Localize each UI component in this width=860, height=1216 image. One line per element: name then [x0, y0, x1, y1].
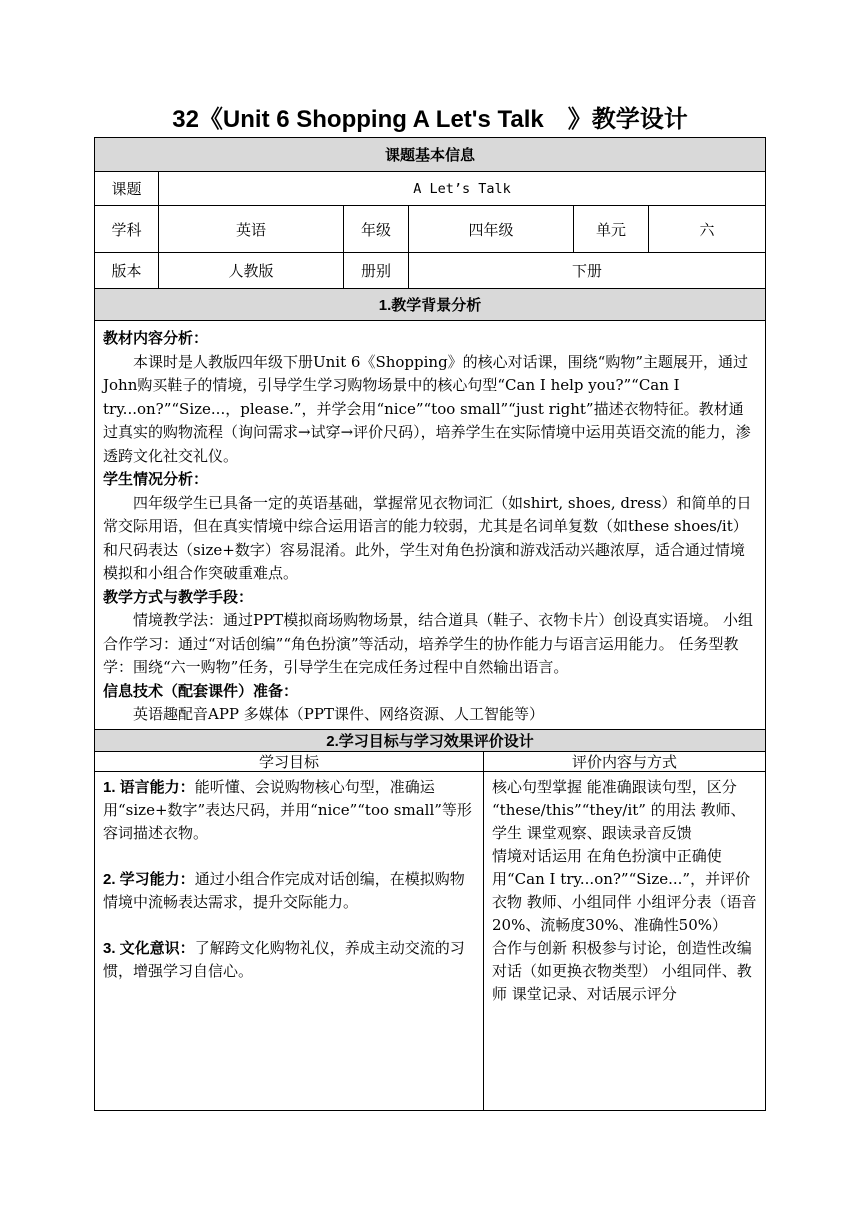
tech-text: 英语趣配音APP 多媒体（PPT课件、网络资源、人工智能等）: [133, 705, 544, 723]
basic-info-header: [95, 138, 765, 172]
student-heading: 学生情况分析：: [103, 471, 209, 488]
edition-row: [95, 253, 765, 289]
goals-col-right: 评价内容与方式: [571, 753, 677, 771]
volume-label: 册别: [344, 253, 409, 288]
material-text: 本课时是人教版四年级下册Unit 6《Shopping》的核心对话课，围绕“购物”主题展开，通过John购买鞋子的情境，引导学生学习购物场景中的核心句型“Can I help you?”“Can I try...on?”“Size...，please.”，并学会用“nice”“too small”“just right”描述衣物特征。教材通过真实的购物流程（询问需求→试穿→评价尺码），培养学生在实际情境中运用英语交流的能力，渗透跨文化社交礼仪。: [103, 352, 751, 465]
document-title: 32《Unit 6 Shopping A Let's Talk 》教学设计: [172, 106, 688, 133]
grade-value: 四年级: [409, 206, 574, 252]
volume-value: 下册: [571, 262, 602, 280]
background-content: [95, 321, 765, 730]
unit-value: 六: [699, 220, 715, 239]
method-text: 情境教学法：通过PPT模拟商场购物场景，结合道具（鞋子、衣物卡片）创设真实语境。 小组合作学习：通过“对话创编”“角色扮演”等活动，培养学生的协作能力与语言运用能力。 任务型教学：围绕“六一购物”任务，引导学生在完成任务过程中自然输出语言。: [103, 611, 753, 676]
goals-column-headers: [95, 752, 765, 772]
basic-info-header-text: 课题基本信息: [384, 147, 475, 164]
topic-label: 课题: [95, 172, 159, 205]
topic-row: [95, 172, 765, 206]
goals-header-text: 2.学习目标与学习效果评价设计: [326, 732, 534, 750]
lesson-plan-table: [94, 137, 766, 1111]
unit-label: 单元: [574, 206, 649, 252]
subject-value: 英语: [159, 206, 344, 252]
background-header-text: 1.教学背景分析: [378, 297, 482, 314]
topic-value: A Let’s Talk: [413, 180, 511, 197]
subject-row: [95, 206, 765, 253]
edition-label: 版本: [95, 253, 159, 288]
goals-list: [95, 772, 484, 1110]
evaluation-3: 合作与创新 积极参与讨论，创造性改编对话（如更换衣物类型） 小组同伴、教师 课堂记录、对话展示评分: [492, 938, 752, 1003]
method-heading: 教学方式与教学手段：: [103, 588, 254, 606]
edition-value: 人教版: [159, 253, 344, 288]
background-block: [95, 321, 765, 729]
evaluation-list: [484, 772, 765, 1110]
goals-col-left: 学习目标: [95, 752, 484, 771]
material-heading: 教材内容分析：: [103, 330, 209, 347]
goal-2: 2. 学习能力：通过小组合作完成对话创编，在模拟购物情境中流畅表达需求，提升交际能力。: [103, 869, 465, 911]
goal-1: 1. 语言能力：能听懂、会说购物核心句型，准确运用“size+数字”表达尺码，并用“nice”“too small”等形容词描述衣物。: [103, 777, 472, 842]
goals-body: [95, 772, 765, 1110]
evaluation-1: 核心句型掌握 能准确跟读句型，区分 “these/this”“they/it” 的用法 教师、学生 课堂观察、跟读录音反馈: [492, 777, 746, 842]
background-header: [95, 289, 765, 321]
evaluation-2: 情境对话运用 在角色扮演中正确使用“Can I try...on?”“Size...”，并评价衣物 教师、小组同伴 小组评分表（语音20%、流畅度30%、准确性50%）: [492, 846, 757, 934]
grade-label: 年级: [344, 206, 409, 252]
goal-3: 3. 文化意识：了解跨文化购物礼仪，养成主动交流的习惯，增强学习自信心。: [103, 938, 465, 980]
goals-header: [95, 730, 765, 752]
student-text: 四年级学生已具备一定的英语基础，掌握常见衣物词汇（如shirt, shoes, dress）和简单的日常交际用语，但在真实情境中综合运用语言的能力较弱，尤其是名词单复数（如these shoes/it）和尺码表达（size+数字）容易混淆。此外，学生对角色扮演和游戏活动兴趣浓厚，适合通过情境模拟和小组合作突破重难点。: [103, 493, 752, 582]
tech-heading: 信息技术（配套课件）准备：: [103, 682, 299, 700]
subject-label: 学科: [95, 206, 159, 252]
